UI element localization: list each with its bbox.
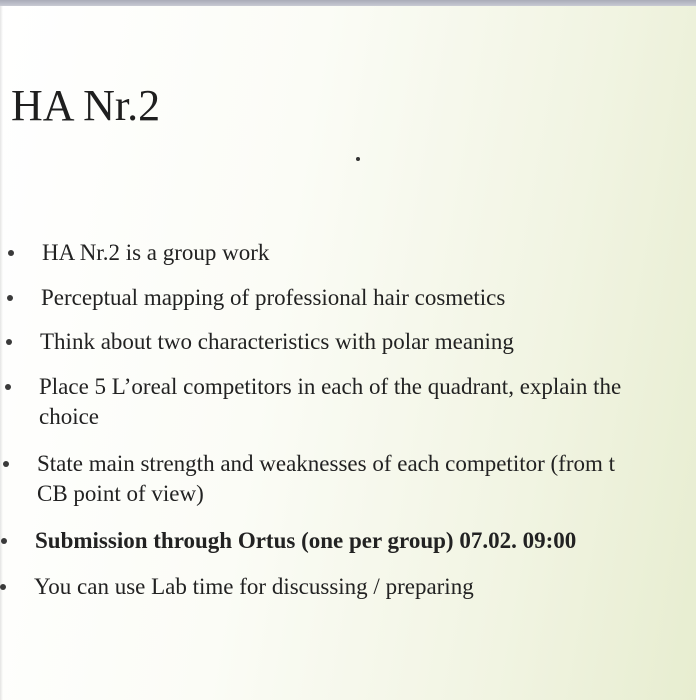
bullet-text: Think about two characteristics with polar meaning <box>40 329 514 354</box>
bullet-text-line-2: CB point of view) <box>37 481 204 506</box>
bullet-text-line-1: Place 5 L’oreal competitors in each of the quadrant, explain the <box>39 374 622 399</box>
slide-title: HA Nr.2 <box>11 81 161 130</box>
bullet-text: Perceptual mapping of professional hair cosmetics <box>41 285 506 310</box>
bullet-text-line-1: State main strength and weaknesses of each competitor (from t <box>37 451 616 476</box>
bullet-dot-icon <box>1 538 7 544</box>
bullet-text-line-2: choice <box>39 404 100 429</box>
bullet-dot-icon <box>7 295 13 301</box>
bullet-dot-icon <box>5 384 11 390</box>
bullet-text: Submission through Ortus (one per group) 07.02. 09:00 <box>35 528 577 553</box>
bullet-dot-icon <box>0 584 6 590</box>
bullet-dot-icon <box>3 461 9 467</box>
bullet-text: HA Nr.2 is a group work <box>42 240 270 265</box>
bullet-dot-icon <box>6 339 12 345</box>
bullet-text: You can use Lab time for discussing / preparing <box>34 574 474 599</box>
bullet-dot-icon <box>8 250 14 256</box>
